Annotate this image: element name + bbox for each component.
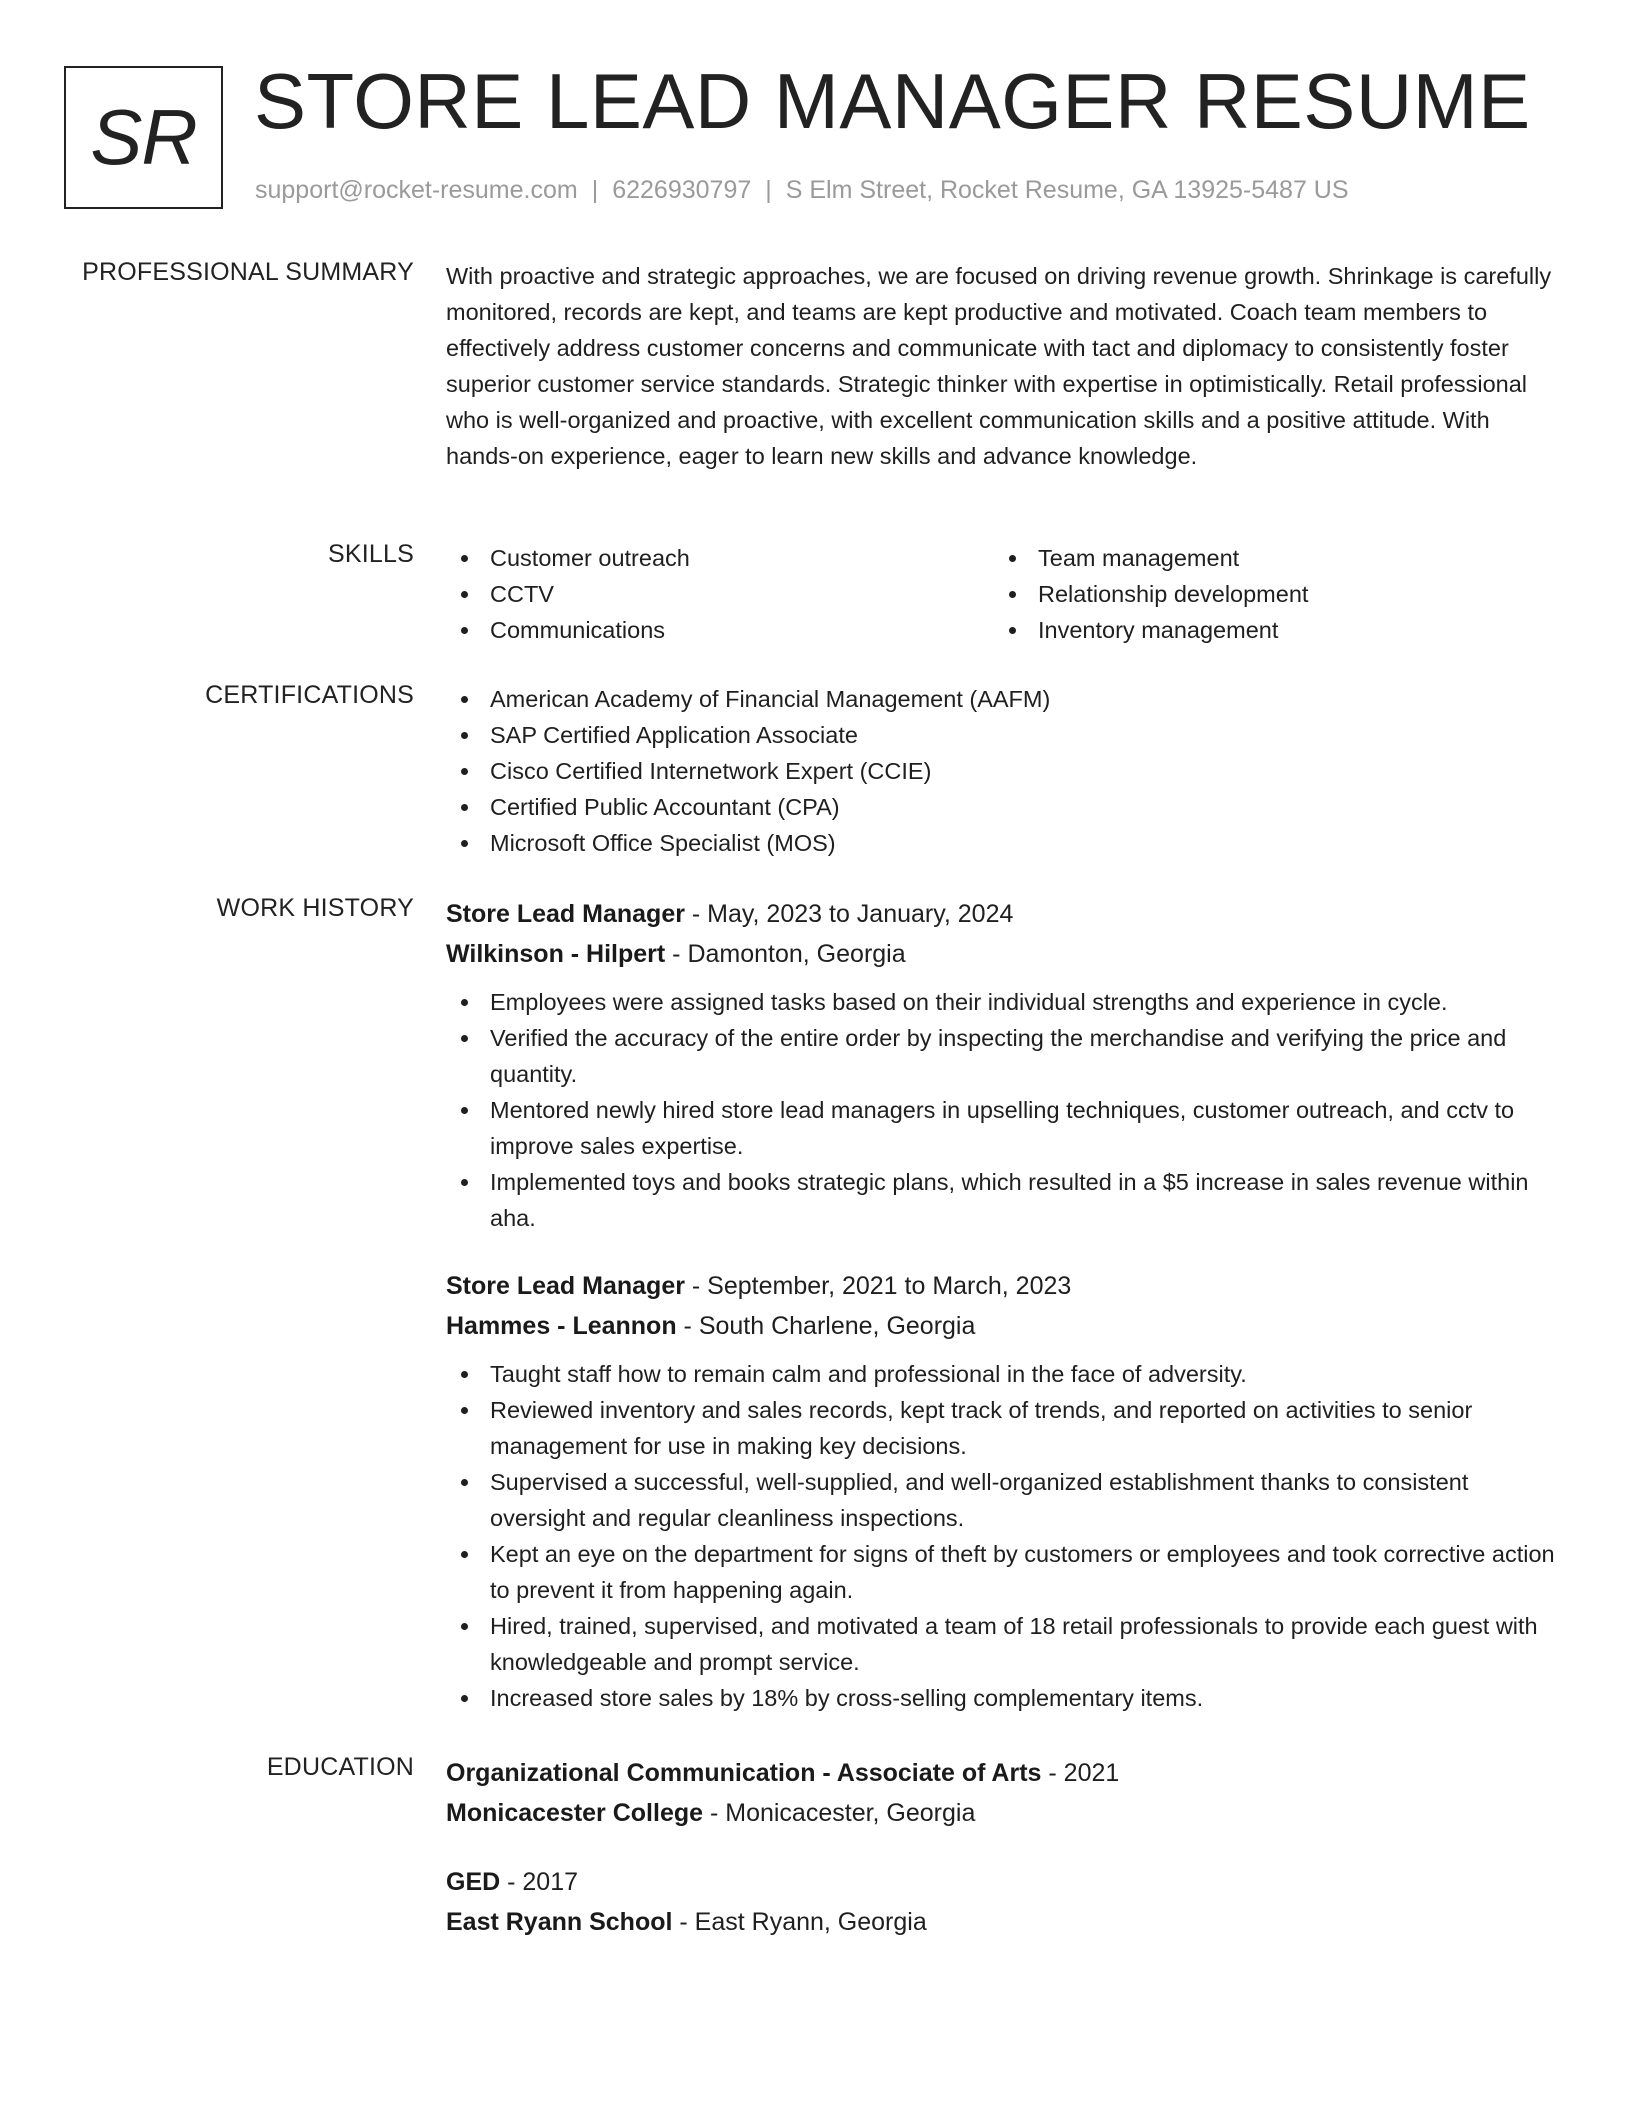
section-label-certifications: CERTIFICATIONS (205, 681, 414, 709)
certification-item: SAP Certified Application Associate (446, 717, 1556, 753)
resume-title: STORE LEAD MANAGER RESUME (254, 57, 1531, 145)
contact-phone: 6226930797 (612, 176, 752, 204)
job-location: - Damonton, Georgia (665, 940, 906, 968)
job-bullet: Hired, trained, supervised, and motivated a team of 18 retail professionals to provide each guest with knowledgeable and prompt service. (446, 1608, 1556, 1680)
education-location: - Monicacester, Georgia (703, 1799, 976, 1827)
certifications-body (446, 681, 1556, 861)
certifications-list (446, 681, 1556, 861)
certification-item: Microsoft Office Specialist (MOS) (446, 825, 1556, 861)
skill-item: Customer outreach (446, 540, 994, 576)
skill-item: Team management (994, 540, 1542, 576)
job-bullet: Implemented toys and books strategic plans, which resulted in a $5 increase in sales revenue within aha. (446, 1164, 1556, 1236)
contact-address: S Elm Street, Rocket Resume, GA 13925-5487 US (785, 176, 1349, 204)
education-entry (446, 1753, 1556, 1833)
job-bullet: Verified the accuracy of the entire order by inspecting the merchandise and verifying the price and quantity. (446, 1020, 1556, 1092)
certification-item: Cisco Certified Internetwork Expert (CCIE) (446, 753, 1556, 789)
job-role: Store Lead Manager (446, 1272, 685, 1300)
job-company: Hammes - Leannon (446, 1312, 677, 1340)
section-label-education: EDUCATION (266, 1753, 414, 1781)
contact-separator: | (591, 176, 599, 204)
summary-text: With proactive and strategic approaches, we are focused on driving revenue growth. Shrinkage is carefully monitored, records are kept, and teams are kept productive and motivated. Coach team members to effectively address customer concerns and communicate with tact and diplomacy to consistently foster superior customer service standards. Strategic thinker with expertise in optimistically. Retail professional who is well-organized and proactive, with excellent communication skills and a positive attitude. With hands-on experience, eager to learn new skills and advance knowledge. (446, 263, 1552, 469)
education-year: - 2021 (1041, 1759, 1120, 1787)
skill-item: Inventory management (994, 612, 1542, 648)
job-entry (446, 1266, 1556, 1716)
education-entry (446, 1862, 1556, 1942)
education-body (446, 1753, 1556, 1942)
education-school: Monicacester College (446, 1799, 704, 1827)
certification-item: American Academy of Financial Management (AAFM) (446, 681, 1556, 717)
job-role: Store Lead Manager (446, 900, 685, 928)
contact-line (255, 176, 1349, 205)
section-label-skills: SKILLS (328, 540, 414, 568)
skill-item: CCTV (446, 576, 994, 612)
job-bullet: Taught staff how to remain calm and professional in the face of adversity. (446, 1356, 1556, 1392)
education-school: East Ryann School (446, 1908, 673, 1936)
job-bullet: Reviewed inventory and sales records, kept track of trends, and reported on activities to senior management for use in making key decisions. (446, 1392, 1556, 1464)
job-title-line (446, 1266, 1556, 1306)
job-entry (446, 894, 1556, 1236)
job-company: Wilkinson - Hilpert (446, 940, 666, 968)
job-bullet-list (446, 1356, 1556, 1716)
job-bullet: Supervised a successful, well-supplied, and well-organized establishment thanks to consistent oversight and regular cleanliness inspections. (446, 1464, 1556, 1536)
job-dates: - September, 2021 to March, 2023 (684, 1272, 1072, 1300)
job-title-line (446, 894, 1556, 934)
section-label-work-history: WORK HISTORY (216, 894, 414, 922)
job-dates: - May, 2023 to January, 2024 (684, 900, 1014, 928)
job-bullet: Kept an eye on the department for signs of theft by customers or employees and took corrective action to prevent it from happening again. (446, 1536, 1556, 1608)
education-year: - 2017 (500, 1868, 579, 1896)
skill-item: Communications (446, 612, 994, 648)
skills-list-left (446, 540, 994, 648)
skills-list-right (994, 540, 1542, 648)
education-degree: GED (446, 1868, 501, 1896)
contact-email: support@rocket-resume.com (255, 176, 578, 204)
contact-separator: | (765, 176, 772, 204)
education-degree-line (446, 1862, 1556, 1902)
job-bullet: Increased store sales by 18% by cross-selling complementary items. (446, 1680, 1556, 1716)
skill-item: Relationship development (994, 576, 1542, 612)
job-company-line (446, 1306, 1556, 1346)
job-bullet-list (446, 984, 1556, 1236)
education-school-line (446, 1793, 1556, 1833)
job-bullet: Mentored newly hired store lead managers in upselling techniques, customer outreach, and cctv to improve sales expertise. (446, 1092, 1556, 1164)
education-location: - East Ryann, Georgia (672, 1908, 927, 1936)
initials-monogram: SR (64, 66, 223, 209)
work-history-body (446, 894, 1556, 1716)
education-degree: Organizational Communication - Associate of Arts (446, 1759, 1042, 1787)
skills-grid (446, 540, 1556, 648)
section-label-summary: PROFESSIONAL SUMMARY (82, 258, 414, 286)
certification-item: Certified Public Accountant (CPA) (446, 789, 1556, 825)
job-bullet: Employees were assigned tasks based on their individual strengths and experience in cycle. (446, 984, 1556, 1020)
job-company-line (446, 934, 1556, 974)
education-degree-line (446, 1753, 1556, 1793)
job-location: - South Charlene, Georgia (676, 1312, 976, 1340)
education-school-line (446, 1902, 1556, 1942)
